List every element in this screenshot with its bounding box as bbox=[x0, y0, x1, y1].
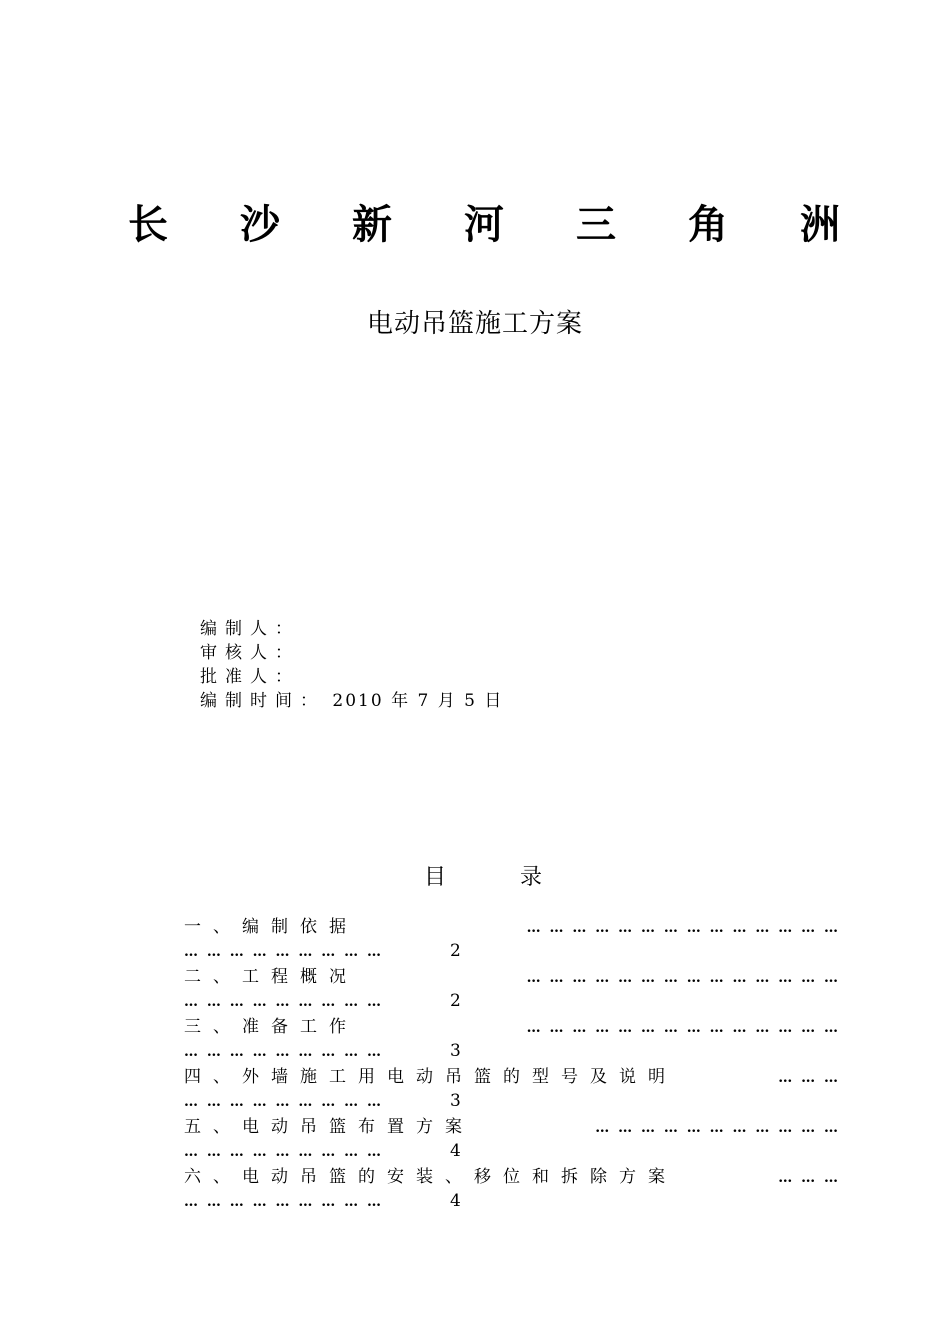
toc-leader-dots: … … … … … … … … … … … bbox=[595, 1120, 840, 1136]
toc-leader-dots: … … … … … … … … … … … … … … bbox=[526, 970, 840, 986]
meta-label: 审核人： bbox=[200, 643, 300, 663]
toc-page-number: 3 bbox=[450, 1041, 461, 1061]
toc-page-number: 2 bbox=[450, 941, 461, 961]
toc-entry-line bbox=[184, 1164, 840, 1190]
toc-heading-char: 目 bbox=[424, 865, 447, 890]
toc-leader-dots: … … … … … … … … … bbox=[184, 1144, 383, 1160]
meta-row-date bbox=[200, 689, 503, 713]
toc-leader-dots: … … … … … … … … … … … … … … bbox=[526, 920, 840, 936]
toc-leader-dots: … … … bbox=[778, 1070, 840, 1086]
project-name-char: 河 bbox=[464, 202, 504, 248]
toc-entry-line bbox=[184, 914, 840, 940]
toc-leader-dots: … … … … … … … … … bbox=[184, 1194, 383, 1210]
toc-entry-line bbox=[184, 1014, 840, 1040]
project-name-char: 长 bbox=[128, 202, 168, 248]
toc-entry-title: 五、电动吊篮布置方案 bbox=[184, 1117, 474, 1137]
toc-entry-line bbox=[184, 1114, 840, 1140]
approval-block bbox=[200, 617, 503, 713]
project-name-char: 角 bbox=[688, 202, 728, 248]
toc-entry[interactable] bbox=[184, 1114, 840, 1164]
toc-entry-line bbox=[184, 964, 840, 990]
project-name bbox=[128, 200, 840, 250]
toc-entry-line bbox=[184, 1040, 840, 1064]
meta-row-author bbox=[200, 617, 503, 641]
document-title: 电动吊篮施工方案 bbox=[366, 309, 583, 339]
toc-entry[interactable] bbox=[184, 914, 840, 964]
meta-row-approver bbox=[200, 665, 503, 689]
project-name-char: 洲 bbox=[800, 202, 840, 248]
toc-entry-title: 六、电动吊篮的安装、移位和拆除方案 bbox=[184, 1167, 677, 1187]
toc-leader-dots: … … … … … … … … … bbox=[184, 944, 383, 960]
toc-page-number: 2 bbox=[450, 991, 461, 1011]
toc-page-number: 3 bbox=[450, 1091, 461, 1111]
toc-entry-title: 四、外墙施工用电动吊篮的型号及说明 bbox=[184, 1067, 677, 1087]
meta-label: 编制人： bbox=[200, 619, 300, 639]
toc-entry[interactable] bbox=[184, 964, 840, 1014]
meta-label: 批准人： bbox=[200, 667, 300, 687]
toc-entry-line bbox=[184, 1190, 840, 1214]
table-of-contents bbox=[184, 914, 840, 1214]
toc-entry-line bbox=[184, 1140, 840, 1164]
toc-entry-line bbox=[184, 1064, 840, 1090]
toc-leader-dots: … … … … … … … … … bbox=[184, 1044, 383, 1060]
project-name-char: 新 bbox=[352, 202, 392, 248]
toc-entry[interactable] bbox=[184, 1164, 840, 1214]
toc-heading-char: 录 bbox=[520, 865, 543, 890]
toc-entry[interactable] bbox=[184, 1014, 840, 1064]
toc-entry[interactable] bbox=[184, 1064, 840, 1114]
toc-entry-title: 三、准备工作 bbox=[184, 1017, 358, 1037]
meta-value: 2010 年 7 月 5 日 bbox=[325, 691, 504, 711]
toc-page-number: 4 bbox=[450, 1191, 461, 1211]
toc-entry-line bbox=[184, 990, 840, 1014]
toc-leader-dots: … … … bbox=[778, 1170, 840, 1186]
toc-leader-dots: … … … … … … … … … bbox=[184, 994, 383, 1010]
toc-page-number: 4 bbox=[450, 1141, 461, 1161]
toc-leader-dots: … … … … … … … … … bbox=[184, 1094, 383, 1110]
project-name-char: 沙 bbox=[240, 202, 280, 248]
toc-entry-title: 二、工程概况 bbox=[184, 967, 358, 987]
project-name-char: 三 bbox=[576, 202, 616, 248]
toc-entry-line bbox=[184, 940, 840, 964]
toc-entry-line bbox=[184, 1090, 840, 1114]
toc-heading bbox=[424, 864, 542, 892]
meta-label: 编制时间： bbox=[200, 691, 325, 711]
toc-leader-dots: … … … … … … … … … … … … … … bbox=[526, 1020, 840, 1036]
toc-entry-title: 一、编制依据 bbox=[184, 917, 358, 937]
meta-row-reviewer bbox=[200, 641, 503, 665]
